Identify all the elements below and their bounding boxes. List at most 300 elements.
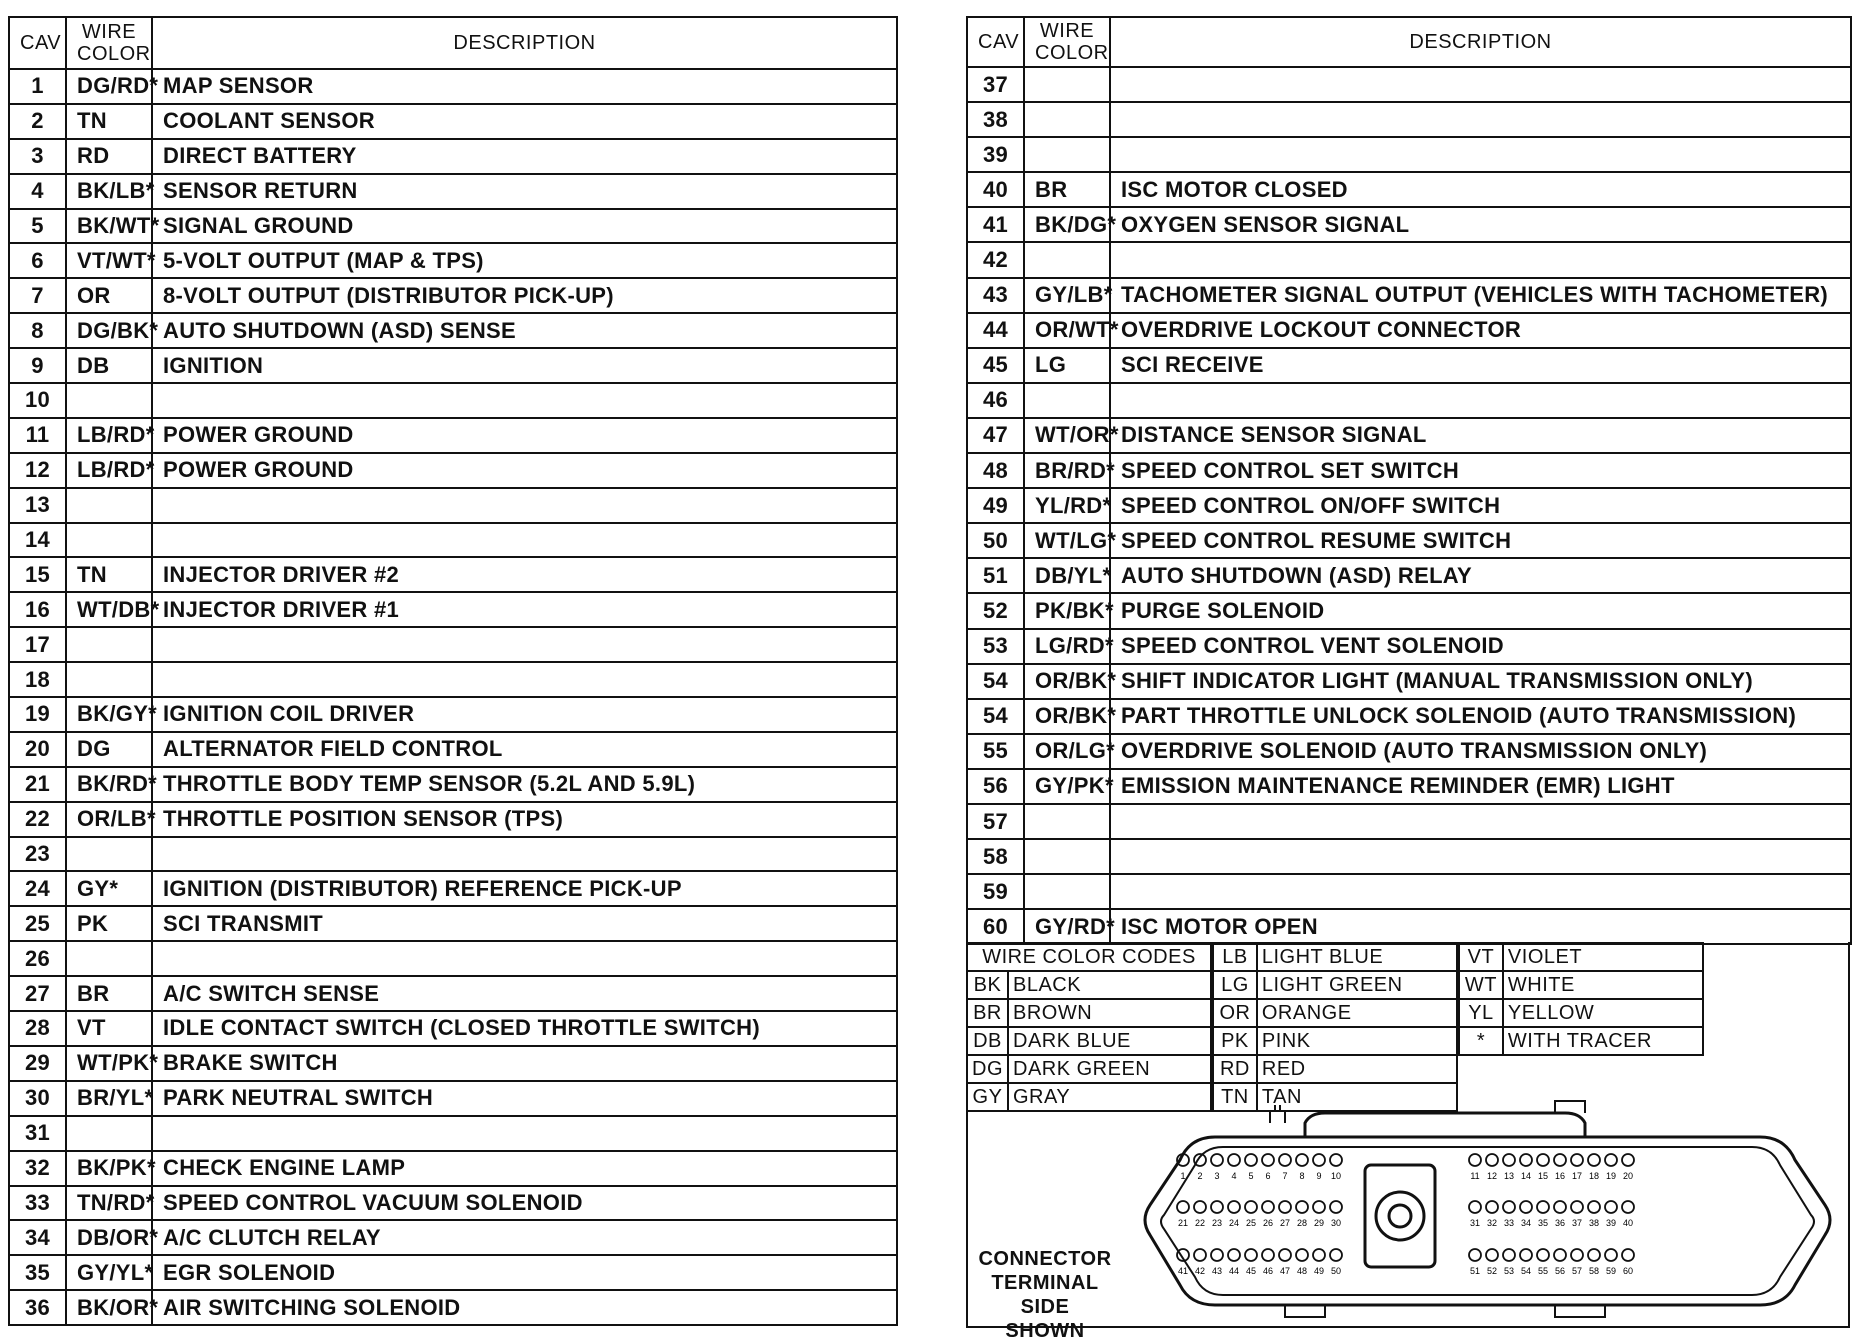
- wire-color-cell: [66, 488, 152, 523]
- cav-cell: 35: [9, 1255, 66, 1290]
- table-row: [9, 1046, 897, 1081]
- table-row: [9, 174, 897, 209]
- pinout-table-left: [8, 16, 898, 1326]
- connector-pin-number: 6: [1265, 1171, 1271, 1181]
- wire-color-cell: GY/PK*: [1024, 769, 1110, 804]
- connector-pin-number: 16: [1554, 1171, 1566, 1181]
- table-row: [9, 488, 897, 523]
- wire-color-cell: GY/YL*: [66, 1255, 152, 1290]
- table-row: [967, 172, 1851, 207]
- connector-pin-number: 45: [1245, 1266, 1257, 1276]
- connector-pin-number: 5: [1248, 1171, 1254, 1181]
- table-row: [9, 557, 897, 592]
- connector-pin-number: 36: [1554, 1218, 1566, 1228]
- wire-color-cell: BK/DG*: [1024, 207, 1110, 242]
- cav-cell: 8: [9, 313, 66, 348]
- pinout-rows-left: [9, 69, 897, 1325]
- connector-pin-number: 32: [1486, 1218, 1498, 1228]
- cav-cell: 48: [967, 453, 1024, 488]
- table-row: [9, 69, 897, 104]
- connector-pin-number: 20: [1622, 1171, 1634, 1181]
- table-row: [9, 243, 897, 278]
- cav-cell: 59: [967, 874, 1024, 909]
- table-row: [967, 558, 1851, 593]
- table-row: [9, 1186, 897, 1221]
- wire-color-cell: [66, 523, 152, 558]
- description-cell: [152, 627, 897, 662]
- legend-row: [1213, 943, 1457, 971]
- connector-pin-number: 22: [1194, 1218, 1206, 1228]
- table-row: [967, 313, 1851, 348]
- legend-color-name: LIGHT GREEN: [1257, 971, 1457, 999]
- wire-color-cell: BR/YL*: [66, 1081, 152, 1116]
- table-row: [9, 941, 897, 976]
- description-cell: AUTO SHUTDOWN (ASD) RELAY: [1110, 558, 1851, 593]
- connector-pin: [1605, 1249, 1617, 1261]
- description-cell: A/C SWITCH SENSE: [152, 976, 897, 1011]
- connector-pin: [1211, 1249, 1223, 1261]
- description-cell: BRAKE SWITCH: [152, 1046, 897, 1081]
- connector-pin-number: 15: [1537, 1171, 1549, 1181]
- connector-pin: [1296, 1201, 1308, 1213]
- cav-cell: 26: [9, 941, 66, 976]
- description-cell: SPEED CONTROL SET SWITCH: [1110, 453, 1851, 488]
- connector-pin-number: 30: [1330, 1218, 1342, 1228]
- table-row: [967, 278, 1851, 313]
- description-cell: POWER GROUND: [152, 418, 897, 453]
- description-cell: DIRECT BATTERY: [152, 139, 897, 174]
- wire-color-cell: BK/OR*: [66, 1290, 152, 1325]
- connector-tab-bottom-right: [1555, 1305, 1605, 1317]
- legend-color-name: RED: [1257, 1055, 1457, 1083]
- legend-color-name: WHITE: [1503, 971, 1703, 999]
- description-cell: MAP SENSOR: [152, 69, 897, 104]
- wire-color-cell: DG/RD*: [66, 69, 152, 104]
- connector-pin-number: 59: [1605, 1266, 1617, 1276]
- table-row: [9, 348, 897, 383]
- connector-pin: [1330, 1201, 1342, 1213]
- connector-diagram: [1135, 1105, 1850, 1325]
- header-cav: CAV: [967, 17, 1024, 67]
- connector-pin: [1622, 1201, 1634, 1213]
- wire-color-cell: DB: [66, 348, 152, 383]
- description-cell: SPEED CONTROL VENT SOLENOID: [1110, 629, 1851, 664]
- connector-pin-number: 13: [1503, 1171, 1515, 1181]
- header-wire-color: WIRE COLOR: [1024, 17, 1110, 67]
- table-row: [967, 137, 1851, 172]
- connector-pin-number: 39: [1605, 1218, 1617, 1228]
- cav-cell: 38: [967, 102, 1024, 137]
- connector-pin: [1537, 1249, 1549, 1261]
- legend-color-name: PINK: [1257, 1027, 1457, 1055]
- connector-pin: [1194, 1249, 1206, 1261]
- connector-pin: [1554, 1201, 1566, 1213]
- connector-center-ring: [1376, 1192, 1424, 1240]
- connector-pin-number: 41: [1177, 1266, 1189, 1276]
- legend-row: [1213, 1055, 1457, 1083]
- cav-cell: 18: [9, 662, 66, 697]
- table-row: [967, 699, 1851, 734]
- cav-cell: 2: [9, 104, 66, 139]
- table-row: [967, 453, 1851, 488]
- connector-pin: [1330, 1249, 1342, 1261]
- table-row: [967, 804, 1851, 839]
- description-cell: [1110, 839, 1851, 874]
- description-cell: OVERDRIVE SOLENOID (AUTO TRANSMISSION ONLY): [1110, 734, 1851, 769]
- table-row: [9, 767, 897, 802]
- wire-color-cell: OR/BK*: [1024, 664, 1110, 699]
- description-cell: PARK NEUTRAL SWITCH: [152, 1081, 897, 1116]
- cav-cell: 60: [967, 909, 1024, 944]
- connector-pin-number: 7: [1282, 1171, 1288, 1181]
- connector-pin-number: 19: [1605, 1171, 1617, 1181]
- cav-cell: 14: [9, 523, 66, 558]
- cav-cell: 6: [9, 243, 66, 278]
- description-cell: [152, 383, 897, 418]
- connector-pin-number: 37: [1571, 1218, 1583, 1228]
- cav-cell: 10: [9, 383, 66, 418]
- cav-cell: 58: [967, 839, 1024, 874]
- connector-pin-number: 18: [1588, 1171, 1600, 1181]
- cav-cell: 50: [967, 523, 1024, 558]
- cav-cell: 51: [967, 558, 1024, 593]
- wire-color-cell: OR/LG*: [1024, 734, 1110, 769]
- cav-cell: 16: [9, 592, 66, 627]
- wire-color-cell: DB/OR*: [66, 1220, 152, 1255]
- cav-cell: 29: [9, 1046, 66, 1081]
- legend-code: BR: [967, 999, 1008, 1027]
- legend-color-name: ORANGE: [1257, 999, 1457, 1027]
- description-cell: TACHOMETER SIGNAL OUTPUT (VEHICLES WITH TACHOMETER): [1110, 278, 1851, 313]
- connector-pin: [1279, 1154, 1291, 1166]
- connector-pin-number: 2: [1197, 1171, 1203, 1181]
- description-cell: [1110, 242, 1851, 277]
- connector-pin-number: 51: [1469, 1266, 1481, 1276]
- cav-cell: 43: [967, 278, 1024, 313]
- connector-pin: [1520, 1154, 1532, 1166]
- connector-pin: [1469, 1249, 1481, 1261]
- connector-pin-number: 33: [1503, 1218, 1515, 1228]
- description-cell: INJECTOR DRIVER #2: [152, 557, 897, 592]
- legend-color-name: DARK GREEN: [1008, 1055, 1211, 1083]
- wire-color-cell: PK/BK*: [1024, 593, 1110, 628]
- connector-pin: [1262, 1249, 1274, 1261]
- connector-pin: [1571, 1154, 1583, 1166]
- table-row: [967, 488, 1851, 523]
- header-description: DESCRIPTION: [152, 17, 897, 69]
- wire-color-cell: OR/WT*: [1024, 313, 1110, 348]
- connector-pin-number: 53: [1503, 1266, 1515, 1276]
- cav-cell: 34: [9, 1220, 66, 1255]
- connector-pin-number: 43: [1211, 1266, 1223, 1276]
- connector-pin-number: 11: [1470, 1171, 1480, 1181]
- connector-pin-number: 34: [1520, 1218, 1532, 1228]
- connector-pin-number: 52: [1486, 1266, 1498, 1276]
- description-cell: POWER GROUND: [152, 453, 897, 488]
- description-cell: IGNITION COIL DRIVER: [152, 697, 897, 732]
- wire-color-cell: [66, 383, 152, 418]
- connector-pin: [1554, 1249, 1566, 1261]
- wire-color-cell: LG: [1024, 348, 1110, 383]
- connector-pin: [1245, 1249, 1257, 1261]
- legend-row: [1459, 1027, 1703, 1055]
- description-cell: [152, 941, 897, 976]
- description-cell: SENSOR RETURN: [152, 174, 897, 209]
- wire-color-cell: [1024, 67, 1110, 102]
- cav-cell: 5: [9, 209, 66, 244]
- connector-pin: [1296, 1249, 1308, 1261]
- description-cell: SPEED CONTROL VACUUM SOLENOID: [152, 1186, 897, 1221]
- connector-pin: [1211, 1201, 1223, 1213]
- table-row: [9, 732, 897, 767]
- connector-pin: [1296, 1154, 1308, 1166]
- connector-pin: [1503, 1249, 1515, 1261]
- table-row: [9, 278, 897, 313]
- pinout-table-right: [966, 16, 1852, 945]
- connector-tab-top-left: [1270, 1105, 1285, 1123]
- cav-cell: 40: [967, 172, 1024, 207]
- cav-cell: 25: [9, 906, 66, 941]
- description-cell: EGR SOLENOID: [152, 1255, 897, 1290]
- cav-cell: 41: [967, 207, 1024, 242]
- legend-code: BK: [967, 971, 1008, 999]
- connector-pin: [1330, 1154, 1342, 1166]
- pinout-rows-right: [967, 67, 1851, 944]
- description-cell: AUTO SHUTDOWN (ASD) SENSE: [152, 313, 897, 348]
- description-cell: IGNITION (DISTRIBUTOR) REFERENCE PICK-UP: [152, 871, 897, 906]
- connector-pin: [1554, 1154, 1566, 1166]
- table-row: [9, 1116, 897, 1151]
- connector-pin-number: 48: [1296, 1266, 1308, 1276]
- connector-pin: [1486, 1154, 1498, 1166]
- cav-cell: 24: [9, 871, 66, 906]
- description-cell: A/C CLUTCH RELAY: [152, 1220, 897, 1255]
- description-cell: COOLANT SENSOR: [152, 104, 897, 139]
- description-cell: CHECK ENGINE LAMP: [152, 1151, 897, 1186]
- connector-pin: [1177, 1201, 1189, 1213]
- table-row: [967, 102, 1851, 137]
- table-row: [9, 662, 897, 697]
- wire-color-cell: BK/GY*: [66, 697, 152, 732]
- connector-pin: [1605, 1201, 1617, 1213]
- wire-color-cell: OR: [66, 278, 152, 313]
- description-cell: SHIFT INDICATOR LIGHT (MANUAL TRANSMISSION ONLY): [1110, 664, 1851, 699]
- connector-pin: [1622, 1154, 1634, 1166]
- table-row: [9, 104, 897, 139]
- connector-pin: [1503, 1201, 1515, 1213]
- connector-pin-number: 46: [1262, 1266, 1274, 1276]
- description-cell: SCI TRANSMIT: [152, 906, 897, 941]
- connector-pin: [1313, 1249, 1325, 1261]
- connector-pin: [1520, 1201, 1532, 1213]
- description-cell: [1110, 137, 1851, 172]
- description-cell: IGNITION: [152, 348, 897, 383]
- header-wire-color: WIRE COLOR: [66, 17, 152, 69]
- description-cell: ISC MOTOR OPEN: [1110, 909, 1851, 944]
- connector-pins: [1177, 1154, 1634, 1276]
- legend-color-name: YELLOW: [1503, 999, 1703, 1027]
- connector-pin-number: 23: [1211, 1218, 1223, 1228]
- description-cell: AIR SWITCHING SOLENOID: [152, 1290, 897, 1325]
- wire-color-cell: OR/BK*: [1024, 699, 1110, 734]
- legend-color-name: WITH TRACER: [1503, 1027, 1703, 1055]
- table-row: [967, 629, 1851, 664]
- wire-color-cell: LG/RD*: [1024, 629, 1110, 664]
- connector-pin-number: 28: [1296, 1218, 1308, 1228]
- cav-cell: 9: [9, 348, 66, 383]
- wire-color-cell: [1024, 242, 1110, 277]
- connector-pin-number: 17: [1571, 1171, 1583, 1181]
- cav-cell: 30: [9, 1081, 66, 1116]
- wire-color-cell: [66, 1116, 152, 1151]
- cav-cell: 36: [9, 1290, 66, 1325]
- description-cell: ISC MOTOR CLOSED: [1110, 172, 1851, 207]
- description-cell: SIGNAL GROUND: [152, 209, 897, 244]
- legend-code: PK: [1213, 1027, 1257, 1055]
- wire-color-cell: OR/LB*: [66, 802, 152, 837]
- description-cell: SCI RECEIVE: [1110, 348, 1851, 383]
- table-row: [9, 313, 897, 348]
- description-cell: PART THROTTLE UNLOCK SOLENOID (AUTO TRANSMISSION): [1110, 699, 1851, 734]
- table-row: [967, 839, 1851, 874]
- wire-color-cell: DG: [66, 732, 152, 767]
- connector-pin: [1605, 1154, 1617, 1166]
- wire-color-cell: BR: [66, 976, 152, 1011]
- wire-color-cell: WT/DB*: [66, 592, 152, 627]
- connector-pin: [1486, 1249, 1498, 1261]
- table-row: [967, 769, 1851, 804]
- table-row: [967, 523, 1851, 558]
- header-cav: CAV: [9, 17, 66, 69]
- connector-tab-bottom-left: [1285, 1305, 1325, 1317]
- connector-pin-number: 9: [1316, 1171, 1322, 1181]
- table-row: [967, 593, 1851, 628]
- description-cell: [1110, 67, 1851, 102]
- cav-cell: 15: [9, 557, 66, 592]
- description-cell: INJECTOR DRIVER #1: [152, 592, 897, 627]
- cav-cell: 22: [9, 802, 66, 837]
- wire-color-cell: WT/PK*: [66, 1046, 152, 1081]
- connector-pin-number: 10: [1330, 1171, 1342, 1181]
- table-row: [9, 383, 897, 418]
- description-cell: [1110, 383, 1851, 418]
- description-cell: DISTANCE SENSOR SIGNAL: [1110, 418, 1851, 453]
- wire-color-cell: [66, 627, 152, 662]
- cav-cell: 1: [9, 69, 66, 104]
- table-row: [967, 207, 1851, 242]
- wire-color-cell: GY/LB*: [1024, 278, 1110, 313]
- wire-color-cell: [1024, 137, 1110, 172]
- legend-color-name: VIOLET: [1503, 943, 1703, 971]
- description-cell: [152, 1116, 897, 1151]
- connector-pin: [1245, 1154, 1257, 1166]
- connector-pin: [1194, 1201, 1206, 1213]
- connector-pin-number: 49: [1313, 1266, 1325, 1276]
- legend-color-name: GRAY: [1008, 1083, 1211, 1111]
- connector-pin-number: 57: [1571, 1266, 1583, 1276]
- connector-pin: [1537, 1201, 1549, 1213]
- cav-cell: 31: [9, 1116, 66, 1151]
- connector-pin: [1537, 1154, 1549, 1166]
- cav-cell: 44: [967, 313, 1024, 348]
- header-description: DESCRIPTION: [1110, 17, 1851, 67]
- table-row: [9, 453, 897, 488]
- description-cell: [152, 662, 897, 697]
- cav-cell: 27: [9, 976, 66, 1011]
- cav-cell: 12: [9, 453, 66, 488]
- connector-pin-number: 25: [1245, 1218, 1257, 1228]
- wire-color-cell: RD: [66, 139, 152, 174]
- legend-code: LG: [1213, 971, 1257, 999]
- cav-cell: 3: [9, 139, 66, 174]
- cav-cell: 39: [967, 137, 1024, 172]
- description-cell: [152, 523, 897, 558]
- legend-row: [1459, 971, 1703, 999]
- wire-color-cell: PK: [66, 906, 152, 941]
- connector-pin: [1245, 1201, 1257, 1213]
- connector-pin: [1486, 1201, 1498, 1213]
- wire-color-cell: TN/RD*: [66, 1186, 152, 1221]
- description-cell: SPEED CONTROL ON/OFF SWITCH: [1110, 488, 1851, 523]
- wire-color-codes-col3: [1458, 942, 1704, 1056]
- wire-color-cell: LB/RD*: [66, 418, 152, 453]
- connector-pin-number: 40: [1622, 1218, 1634, 1228]
- wire-color-cell: [1024, 102, 1110, 137]
- table-row: [967, 348, 1851, 383]
- legend-code: *: [1459, 1027, 1503, 1055]
- connector-pin-number: 47: [1279, 1266, 1291, 1276]
- connector-pin: [1313, 1154, 1325, 1166]
- wire-color-cell: [66, 837, 152, 872]
- wire-color-cell: [66, 662, 152, 697]
- cav-cell: 55: [967, 734, 1024, 769]
- wire-color-cell: BK/PK*: [66, 1151, 152, 1186]
- connector-pin: [1588, 1201, 1600, 1213]
- legend-code: TN: [1213, 1083, 1257, 1111]
- table-row: [9, 418, 897, 453]
- connector-pin-number: 3: [1214, 1171, 1220, 1181]
- description-cell: OVERDRIVE LOCKOUT CONNECTOR: [1110, 313, 1851, 348]
- cav-cell: 17: [9, 627, 66, 662]
- legend-color-name: BROWN: [1008, 999, 1211, 1027]
- cav-cell: 20: [9, 732, 66, 767]
- connector-pin-number: 29: [1313, 1218, 1325, 1228]
- legend-row: [1213, 971, 1457, 999]
- connector-pin-number: 31: [1469, 1218, 1481, 1228]
- cav-cell: 19: [9, 697, 66, 732]
- cav-cell: 4: [9, 174, 66, 209]
- connector-pin-number: 54: [1520, 1266, 1532, 1276]
- cav-cell: 53: [967, 629, 1024, 664]
- wire-color-codes-title: WIRE COLOR CODES: [967, 943, 1211, 971]
- legend-code: YL: [1459, 999, 1503, 1027]
- legend-code: OR: [1213, 999, 1257, 1027]
- cav-cell: 57: [967, 804, 1024, 839]
- wire-color-cell: TN: [66, 557, 152, 592]
- description-cell: EMISSION MAINTENANCE REMINDER (EMR) LIGHT: [1110, 769, 1851, 804]
- connector-pin-number: 24: [1228, 1218, 1240, 1228]
- wire-color-cell: [1024, 874, 1110, 909]
- table-row: [9, 871, 897, 906]
- table-row: [9, 1220, 897, 1255]
- wire-color-cell: [1024, 804, 1110, 839]
- connector-pin: [1571, 1201, 1583, 1213]
- wire-color-cell: [66, 941, 152, 976]
- connector-pin: [1211, 1154, 1223, 1166]
- description-cell: 8-VOLT OUTPUT (DISTRIBUTOR PICK-UP): [152, 278, 897, 313]
- table-row: [967, 242, 1851, 277]
- connector-pin-number: 21: [1177, 1218, 1189, 1228]
